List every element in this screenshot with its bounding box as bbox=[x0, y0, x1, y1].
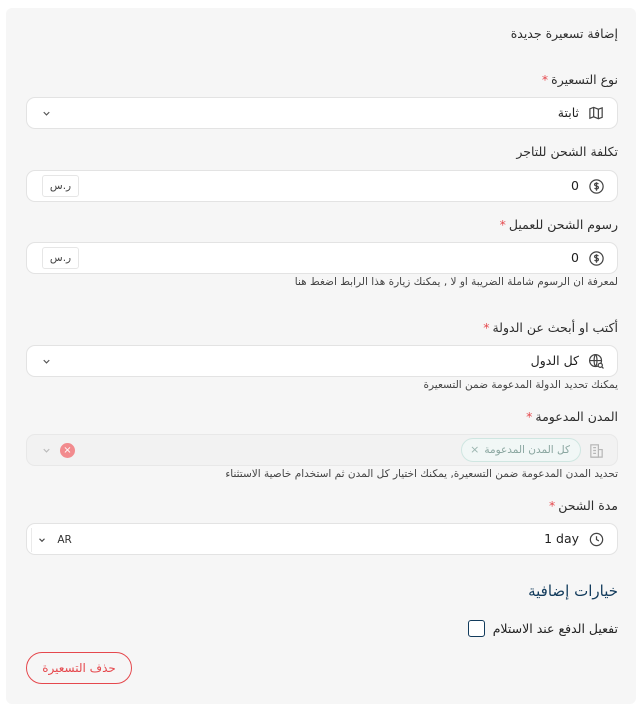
chevron-down-icon bbox=[41, 356, 52, 367]
pricing-form-panel bbox=[6, 8, 636, 704]
country-select[interactable] bbox=[26, 345, 618, 377]
customer-fee-input[interactable] bbox=[26, 242, 618, 274]
duration-label: مدة الشحن* bbox=[548, 498, 618, 513]
currency-unit: ر.س bbox=[42, 247, 79, 269]
customer-fee-label: رسوم الشحن للعميل* bbox=[499, 217, 618, 232]
pricing-type-select[interactable] bbox=[26, 97, 618, 129]
coin-icon bbox=[588, 250, 605, 267]
chip-remove-icon[interactable]: × bbox=[470, 443, 480, 456]
customer-fee-hint-link[interactable]: لمعرفة ان الرسوم شاملة الضريبة او لا , يمكنك زيارة هذا الرابط اضغط هنا bbox=[294, 276, 618, 288]
country-label: أكتب او أبحث عن الدولة* bbox=[483, 320, 618, 335]
customer-fee-value: 0 bbox=[571, 250, 579, 265]
chevron-down-icon bbox=[41, 108, 52, 119]
cities-label: المدن المدعومة* bbox=[526, 409, 618, 424]
form-title: إضافة تسعيرة جديدة bbox=[510, 26, 618, 41]
chevron-down-icon bbox=[37, 535, 47, 545]
merchant-cost-label: تكلفة الشحن للتاجر bbox=[516, 144, 618, 159]
chevron-down-icon bbox=[41, 445, 52, 456]
city-chip-all[interactable] bbox=[461, 438, 581, 462]
cities-select[interactable] bbox=[26, 434, 618, 466]
country-hint: يمكنك تحديد الدولة المدعومة ضمن التسعيرة bbox=[423, 379, 618, 391]
language-selector[interactable] bbox=[31, 528, 77, 552]
extra-options-title: خيارات إضافية bbox=[528, 582, 618, 600]
cod-option[interactable] bbox=[468, 620, 618, 637]
coin-icon bbox=[588, 178, 605, 195]
cod-checkbox[interactable] bbox=[468, 620, 485, 637]
cod-label: تفعيل الدفع عند الاستلام bbox=[492, 621, 618, 636]
merchant-cost-input[interactable] bbox=[26, 170, 618, 202]
delete-pricing-button[interactable]: حذف التسعيرة bbox=[26, 652, 132, 684]
currency-unit: ر.س bbox=[42, 175, 79, 197]
map-icon bbox=[588, 105, 605, 122]
clock-icon bbox=[588, 531, 605, 548]
building-icon bbox=[588, 442, 605, 459]
clear-selection-icon[interactable]: × bbox=[60, 443, 75, 458]
globe-search-icon bbox=[588, 353, 605, 370]
merchant-cost-value: 0 bbox=[571, 178, 579, 193]
language-value: AR bbox=[57, 534, 72, 546]
duration-value: 1 day bbox=[544, 531, 579, 546]
duration-input[interactable] bbox=[26, 523, 618, 555]
pricing-type-label: نوع التسعيرة* bbox=[541, 72, 618, 87]
city-chip-label: كل المدن المدعومة bbox=[484, 444, 570, 456]
country-value: كل الدول bbox=[530, 353, 579, 368]
pricing-type-value: ثابتة bbox=[557, 105, 579, 120]
cities-hint: تحديد المدن المدعومة ضمن التسعيرة, يمكنك اختيار كل المدن ثم استخدام خاصية الاستثناء bbox=[225, 468, 618, 480]
